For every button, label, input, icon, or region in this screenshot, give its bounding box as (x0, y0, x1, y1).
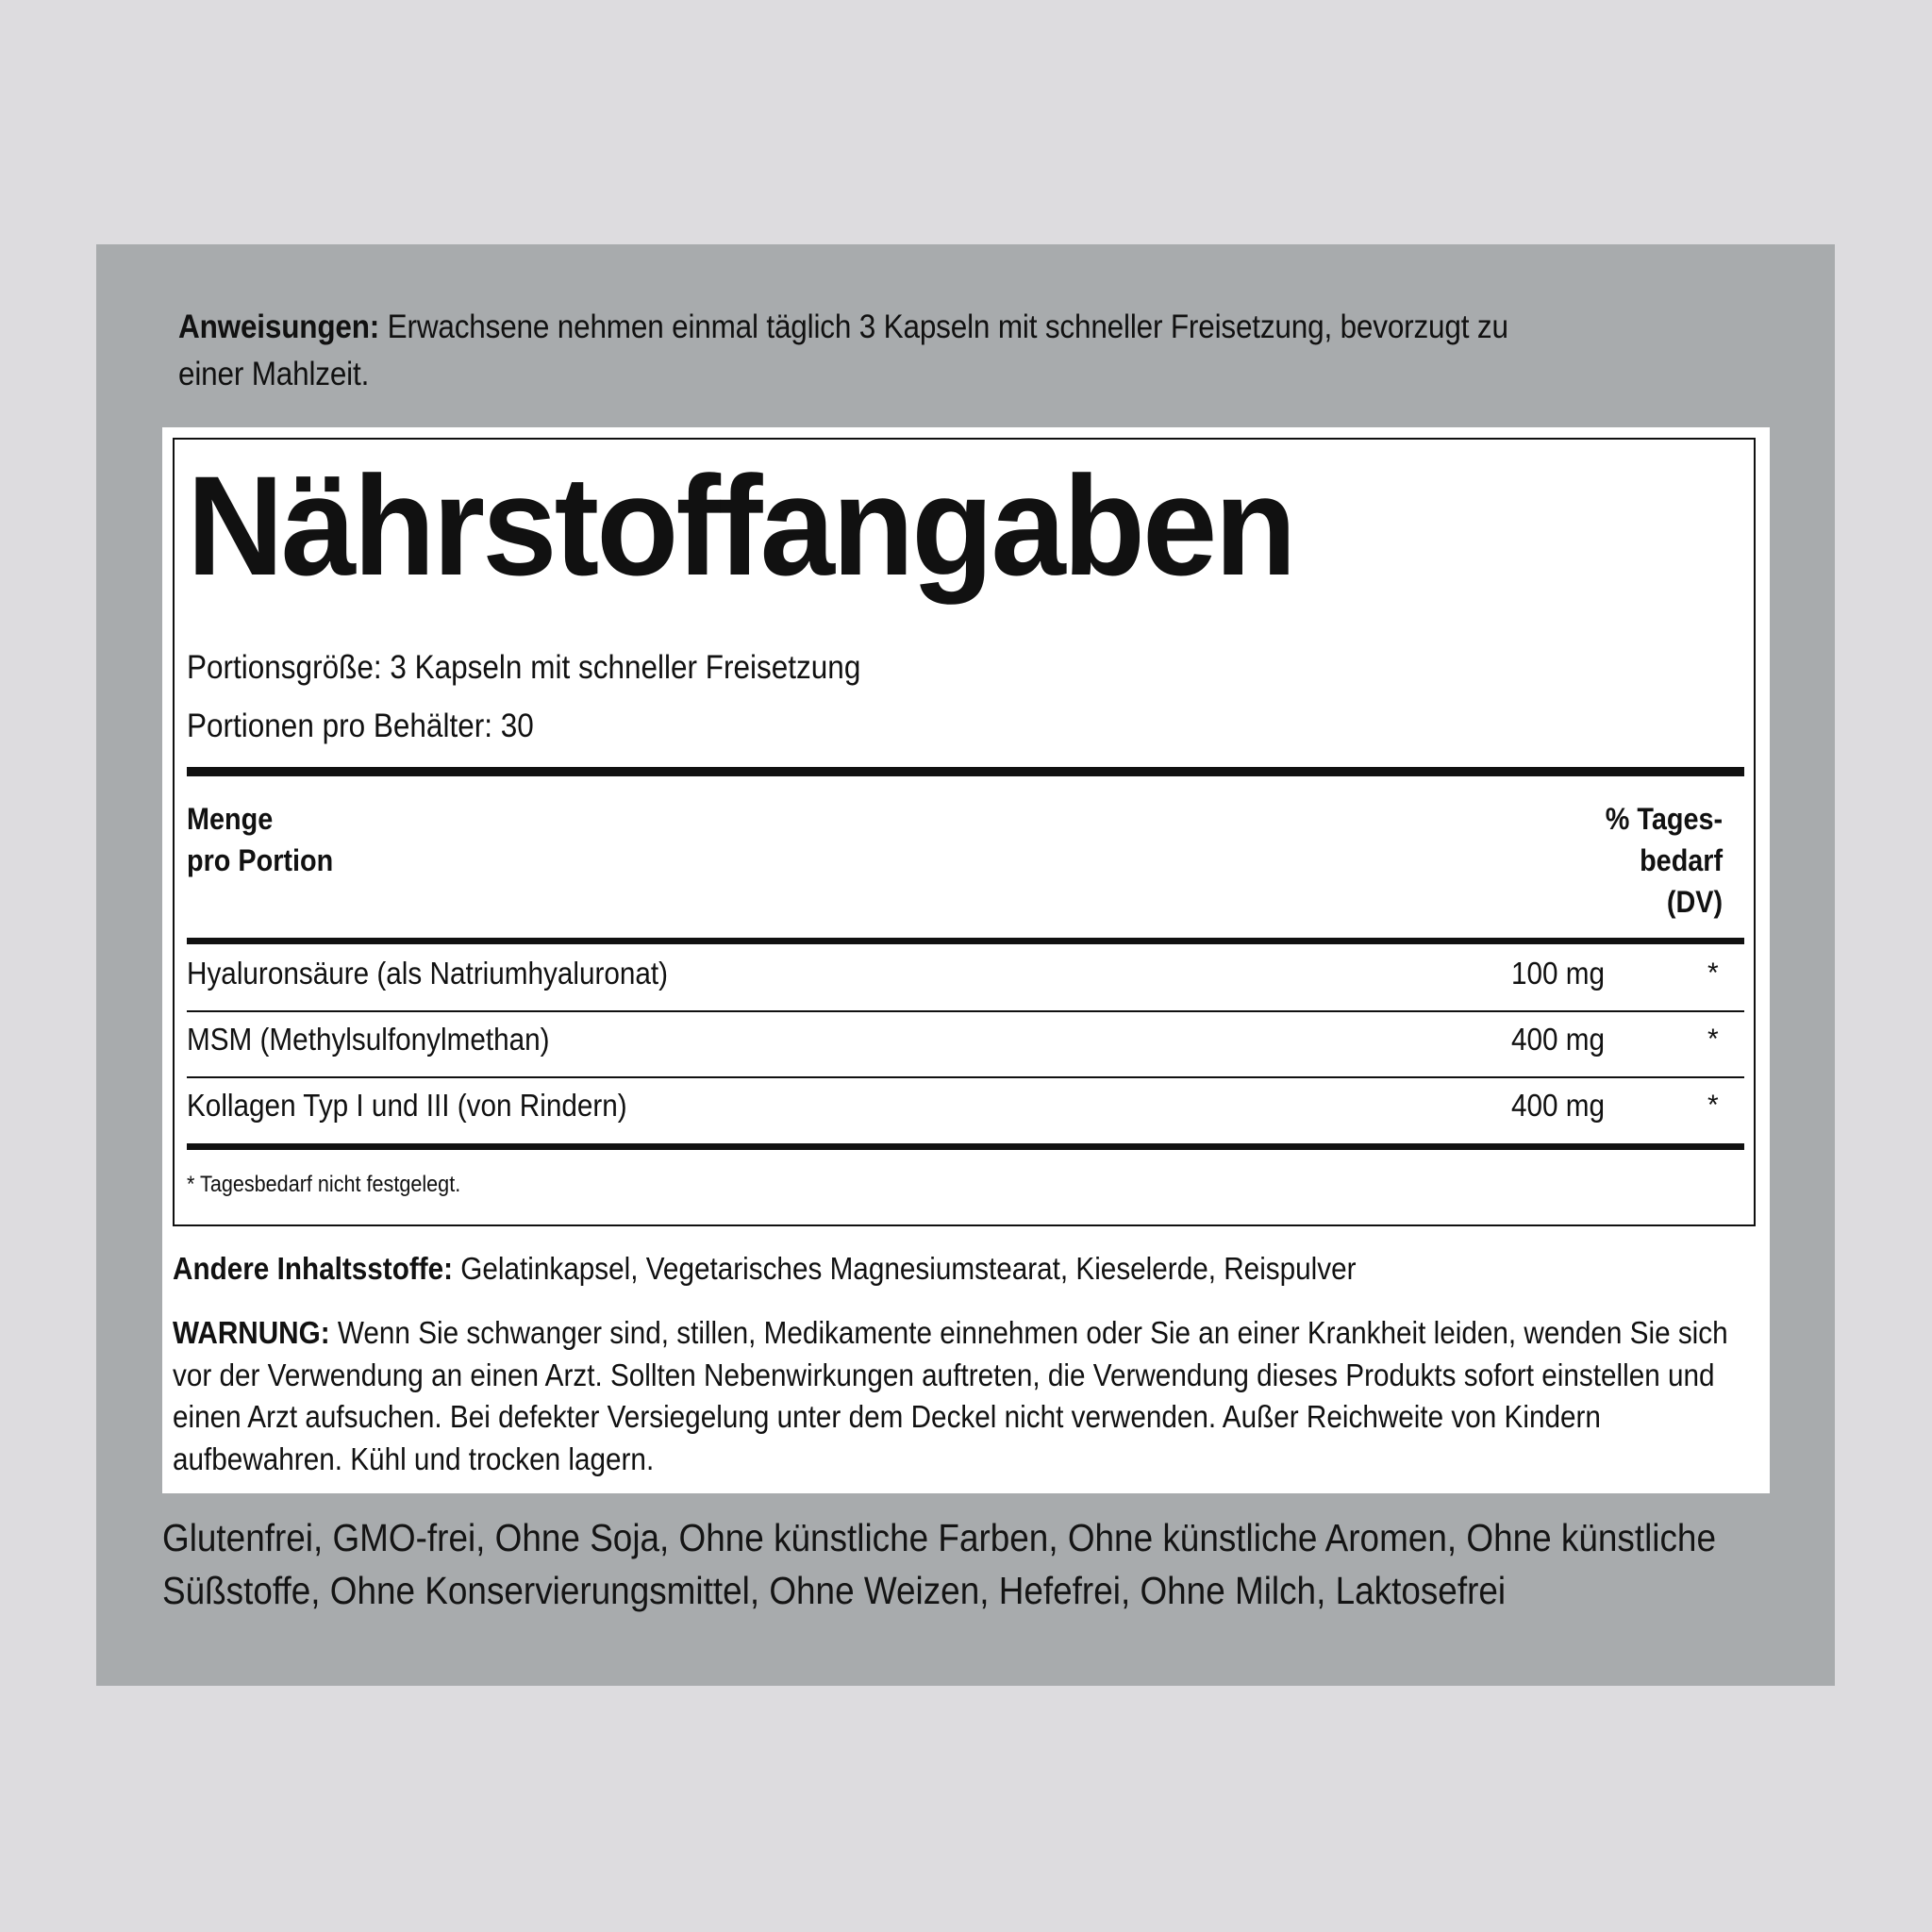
nutrient-amount: 100 mg (1511, 956, 1606, 991)
nutrient-name: Kollagen Typ I und III (von Rindern) (187, 1088, 627, 1123)
warning-body: Wenn Sie schwanger sind, stillen, Medikamente einnehmen oder Sie an einer Krankheit leiden, wenden Sie sich vor der Verwendung an einen Arzt. Sollten Nebenwirkungen auftreten, die Verwendung dieses Produkts sofort einstellen und einen Arzt aufsuchen. Bei defekter Versiegelung unter dem Deckel nicht verwenden. Außer Reichweite von Kindern aufbewahren. Kühl und trocken lagern. (173, 1315, 1728, 1476)
dv-header-line3: (DV) (1666, 885, 1723, 919)
amount-header-line1: Menge (187, 802, 274, 836)
warning-label: WARNUNG: (173, 1315, 330, 1350)
servings-per-container: Portionen pro Behälter: 30 (187, 708, 534, 744)
directions-label: Anweisungen: (178, 308, 380, 345)
other-ingredients-text: Gelatinkapsel, Vegetarisches Magnesiumstearat, Kieselerde, Reispulver (453, 1251, 1357, 1286)
free-from-claims: Glutenfrei, GMO-frei, Ohne Soja, Ohne künstliche Farben, Ohne künstliche Aromen, Ohne künstliche Süßstoffe, Ohne Konservierungsmittel, Ohne Weizen, Hefefrei, Ohne Milch, Laktosefrei (162, 1516, 1716, 1612)
dv-header-line1: % Tages- (1605, 802, 1723, 836)
header-rule (187, 938, 1744, 944)
directions-text (178, 304, 1554, 398)
nutrient-dv: * (1707, 1024, 1719, 1055)
dv-header (1606, 798, 1723, 923)
other-ingredients (173, 1249, 1357, 1289)
serving-size: Portionsgröße: 3 Kapseln mit schneller Freisetzung (187, 649, 861, 686)
top-thick-rule (187, 767, 1744, 776)
nutrient-name: MSM (Methylsulfonylmethan) (187, 1022, 550, 1057)
nutrient-dv: * (1707, 958, 1719, 989)
nutrient-amount: 400 mg (1511, 1088, 1606, 1123)
facts-title: Nährstoffangaben (187, 446, 1294, 605)
other-ingredients-label: Andere Inhaltsstoffe: (173, 1251, 454, 1286)
directions-body: Erwachsene nehmen einmal täglich 3 Kapseln mit schneller Freisetzung, bevorzugt zu einer Mahlzeit. (178, 308, 1508, 392)
dv-header-line2: bedarf (1639, 843, 1723, 877)
nutrient-amount: 400 mg (1511, 1022, 1606, 1057)
nutrient-name: Hyaluronsäure (als Natriumhyaluronat) (187, 956, 669, 991)
row-divider (187, 1076, 1744, 1078)
nutrient-dv: * (1707, 1090, 1719, 1121)
row-divider (187, 1010, 1744, 1012)
amount-header-line2: pro Portion (187, 843, 334, 877)
warning-text (173, 1312, 1769, 1480)
dv-footnote: * Tagesbedarf nicht festgelegt. (187, 1172, 461, 1197)
amount-header (187, 798, 333, 881)
bottom-rule (187, 1143, 1744, 1150)
